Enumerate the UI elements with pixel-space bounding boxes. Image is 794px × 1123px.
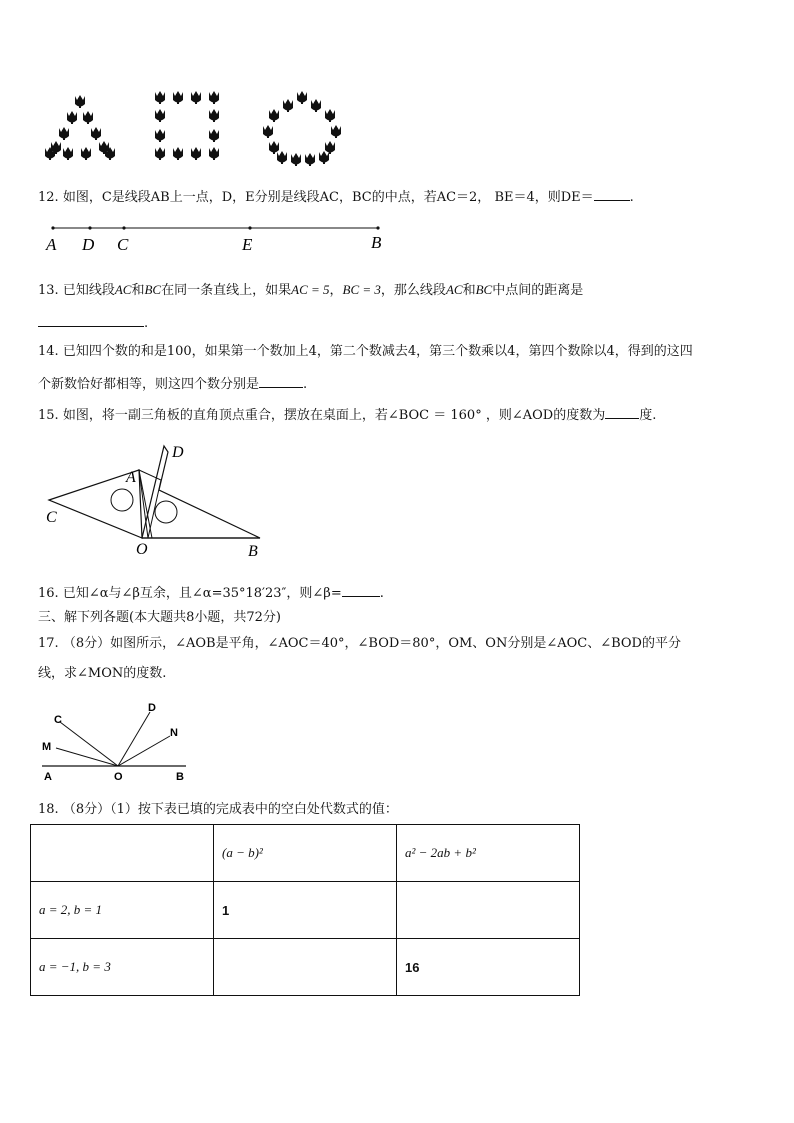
- table-header-row: [31, 825, 580, 882]
- answer-blank: [38, 312, 144, 327]
- point-label: O: [114, 771, 123, 783]
- point-label: A: [126, 469, 136, 486]
- point-label: N: [170, 727, 178, 739]
- point-label: E: [242, 235, 253, 254]
- question-12: 12. 如图，C是线段AB上一点，D，E分别是线段AC，BC的中点，若AC＝2， BE＝4，则DE＝ .: [38, 186, 634, 208]
- values-table: [30, 824, 580, 996]
- question-16: 16. 已知∠α与∠β互余，且∠α=35°18′23″，则∠β= .: [38, 582, 384, 604]
- pentagon-shape: [263, 91, 341, 166]
- point-label: O: [136, 541, 148, 558]
- answer-blank: [605, 404, 639, 419]
- table-header-cell: [31, 825, 214, 882]
- question-14-line2: 个新数恰好都相等，则这四个数分别是 .: [38, 373, 307, 395]
- point-label: D: [172, 444, 184, 461]
- flower-shapes-figure: [40, 88, 360, 174]
- answer-blank: [259, 373, 303, 388]
- triangle-shape: [45, 95, 115, 160]
- table-row: [31, 939, 580, 996]
- segment-figure: [44, 220, 394, 256]
- point-label: B: [176, 771, 184, 783]
- question-14-line1: 14. 已知四个数的和是100，如果第一个数加上4，第二个数减去4，第三个数乘以4，第四个数除以4，得到的这四: [38, 344, 693, 359]
- question-17-line1: 17. （8分）如图所示，∠AOB是平角，∠AOC＝40°，∠BOD＝80°，OM、ON分别是∠AOC、∠BOD的平分: [38, 636, 681, 651]
- table-cell: 1: [214, 882, 397, 939]
- angle-figure: [38, 698, 198, 784]
- table-cell-blank: [397, 882, 580, 939]
- point-label: C: [117, 235, 129, 254]
- point-label: D: [82, 235, 95, 254]
- point-label: A: [46, 235, 57, 254]
- question-13: 13. 已知线段AC和BC在同一条直线上，如果AC = 5，BC = 3，那么线段AC和BC中点间的距离是: [38, 282, 584, 298]
- answer-blank: [342, 582, 380, 597]
- square-shape: [155, 91, 219, 160]
- section-title: 三、解下列各题(本大题共8小题，共72分): [38, 610, 281, 625]
- table-cell-blank: [214, 939, 397, 996]
- point-label: C: [54, 714, 62, 726]
- point-label: A: [44, 771, 52, 783]
- point-label: B: [248, 543, 258, 560]
- table-header-cell: (a − b)²: [214, 825, 397, 882]
- question-15: 15. 如图，将一副三角板的直角顶点重合，摆放在桌面上，若∠BOC ＝ 160° ，则∠AOD的度数为 度.: [38, 404, 656, 426]
- table-row: [31, 882, 580, 939]
- answer-blank: [594, 186, 630, 201]
- table-cell: a = −1, b = 3: [31, 939, 214, 996]
- table-header-cell: a² − 2ab + b²: [397, 825, 580, 882]
- question-17-line2: 线，求∠MON的度数.: [38, 666, 167, 681]
- point-label: B: [371, 233, 382, 252]
- triangle-rulers-figure: [40, 440, 280, 562]
- point-label: C: [46, 509, 57, 526]
- table-cell: 16: [397, 939, 580, 996]
- question-13-answer: .: [38, 312, 148, 334]
- point-label: M: [42, 741, 52, 753]
- table-cell: a = 2, b = 1: [31, 882, 214, 939]
- question-18: 18. （8分）（1）按下表已填的完成表中的空白处代数式的值：: [38, 802, 398, 817]
- point-label: D: [148, 702, 156, 714]
